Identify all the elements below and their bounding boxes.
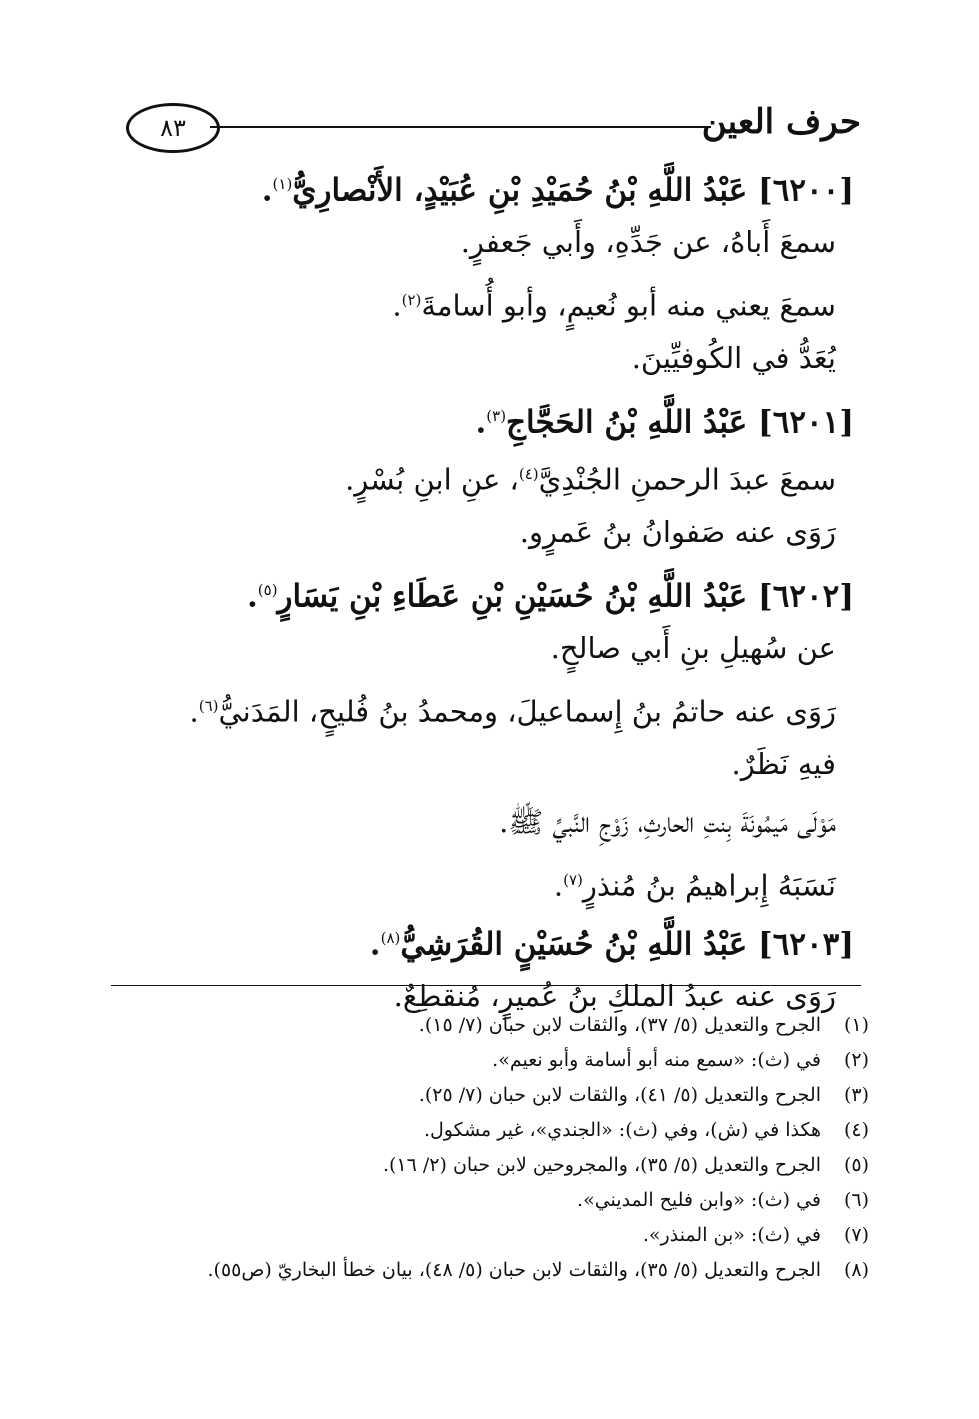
body-line	[118, 503, 854, 561]
footnote	[110, 1008, 869, 1043]
line-text: رَوَى عنه حاتمُ بنُ إِسماعيلَ، ومحمدُ بنُ فُليحٍ، المَدَنيُّ	[218, 694, 836, 729]
line-text: [٦٢٠٢] عَبْدُ اللَّهِ بْنُ حُسَيْنِ بْنِ عَطَاءِ بْنِ يَسَارٍ	[277, 578, 854, 615]
body-line	[118, 851, 854, 909]
line-ending: .	[369, 926, 381, 963]
footnote-text: الجرح والتعديل (٥/ ٤١)، والثقات لابن حبان (٧/ ٢٥).	[418, 1084, 821, 1106]
entry-heading	[118, 561, 854, 619]
body-line	[118, 213, 854, 271]
page-header	[118, 95, 861, 155]
footnote	[110, 1183, 869, 1218]
body-line	[118, 735, 854, 793]
footnote-ref: (٦)	[198, 697, 219, 715]
footnote-text: الجرح والتعديل (٥/ ٣٥)، والمجروحين لابن حبان (٢/ ١٦).	[382, 1154, 821, 1176]
line-text: رَوَى عنه عبدُ الملكِ بنُ عُميرٍ، مُنقطِعٌ.	[393, 979, 836, 1013]
entry-heading	[118, 387, 854, 445]
footnote	[110, 1043, 869, 1078]
footnote-text: في (ث): «وابن فليح المديني».	[577, 1189, 821, 1211]
footnote-number: (٦)	[843, 1189, 869, 1211]
line-text: سمعَ يعني منه أبو نُعيمٍ، وأبو أُسامةَ	[421, 288, 836, 323]
line-text: [٦٢٠٣] عَبْدُ اللَّهِ بْنُ حُسَيْنٍ القُرَشِيُّ	[400, 926, 854, 963]
line-text: سمعَ عبدَ الرحمنِ الجُنْدِيَّ	[538, 462, 836, 497]
footnote-ref: (٨)	[380, 929, 401, 947]
footnote-number: (٢)	[843, 1049, 869, 1071]
body-text	[118, 155, 854, 1025]
footnote	[110, 1078, 869, 1113]
line-text: رَوَى عنه صَفوانُ بنُ عَمرٍو.	[519, 515, 836, 549]
footnote-number: (٣)	[843, 1084, 869, 1106]
line-ending: .	[392, 288, 402, 323]
footnote	[110, 1218, 869, 1253]
footnote-number: (٤)	[843, 1119, 869, 1141]
page-number: ٨٣	[160, 114, 186, 142]
line-text: فيهِ نَظَرٌ.	[731, 747, 836, 781]
line-text: [٦٢٠٠] عَبْدُ اللَّهِ بْنُ حُمَيْدِ بْنِ عُبَيْدٍ، الأَنْصارِيُّ	[292, 172, 854, 209]
line-text: عن سُهيلِ بنِ أَبي صالحٍ.	[550, 631, 836, 665]
header-rule	[210, 126, 711, 128]
line-text: سمعَ أَباهُ، عن جَدِّهِ، وأَبي جَعفرٍ.	[460, 225, 836, 259]
line-text: [٦٢٠١] عَبْدُ اللَّهِ بْنُ الحَجَّاجِ	[506, 404, 854, 441]
body-line	[118, 677, 854, 735]
footnote-text: في (ث): «سمع منه أبو أسامة وأبو نعيم».	[492, 1049, 821, 1071]
body-line	[118, 793, 854, 851]
body-line	[118, 445, 854, 503]
footnotes	[110, 1008, 869, 1288]
line-ending: .	[553, 868, 564, 903]
footnote-number: (٧)	[843, 1224, 869, 1246]
line-ending: .	[189, 694, 199, 729]
running-title: حرف العين	[701, 102, 861, 142]
body-line	[118, 619, 854, 677]
body-line	[118, 271, 854, 329]
footnote-ref: (٥)	[257, 581, 278, 599]
footnote-number: (٨)	[843, 1259, 869, 1281]
footnote-ref: (٧)	[563, 871, 583, 889]
footnote-ref: (٣)	[486, 407, 507, 425]
footnote	[110, 1148, 869, 1183]
line-ending: .	[475, 404, 487, 441]
page-number-oval	[126, 103, 220, 153]
footnote-ref: (٢)	[401, 291, 422, 309]
body-line	[118, 329, 854, 387]
footnote-number: (١)	[843, 1014, 869, 1036]
line-text: يُعَدُّ في الكُوفيِّينَ.	[631, 341, 836, 375]
line-ending: .	[261, 172, 273, 209]
footnote-text: في (ث): «بن المنذر».	[642, 1224, 821, 1246]
footnote-text: الجرح والتعديل (٥/ ٣٥)، والثقات لابن حبان (٥/ ٤٨)، بيان خطأ البخاريّ (ص٥٥).	[207, 1259, 821, 1281]
entry-heading	[118, 155, 854, 213]
footnote-text: الجرح والتعديل (٥/ ٣٧)، والثقات لابن حبان (٧/ ١٥).	[418, 1014, 821, 1036]
line-text: نَسَبَهُ إِبراهيمُ بنُ مُنذرٍ	[582, 868, 836, 903]
footnote-number: (٥)	[843, 1154, 869, 1176]
footnote-ref: (١)	[272, 175, 293, 193]
footnote-text: هكذا في (ش)، وفي (ث): «الجندي»، غير مشكول.	[423, 1119, 821, 1141]
footnote	[110, 1253, 869, 1288]
line-ending: .	[246, 578, 258, 615]
entry-heading	[118, 909, 854, 967]
footnote-ref: (٤)	[518, 465, 539, 483]
footnote-separator	[111, 985, 861, 986]
line-ending: ، عنِ ابنِ بُسْرٍ.	[345, 462, 519, 497]
footnote	[110, 1113, 869, 1148]
line-text: مَوْلَى مَيمُونَةَ بِنتِ الحارثِ، زَوْجِ النَّبيِّ ﷺ.	[499, 805, 836, 839]
